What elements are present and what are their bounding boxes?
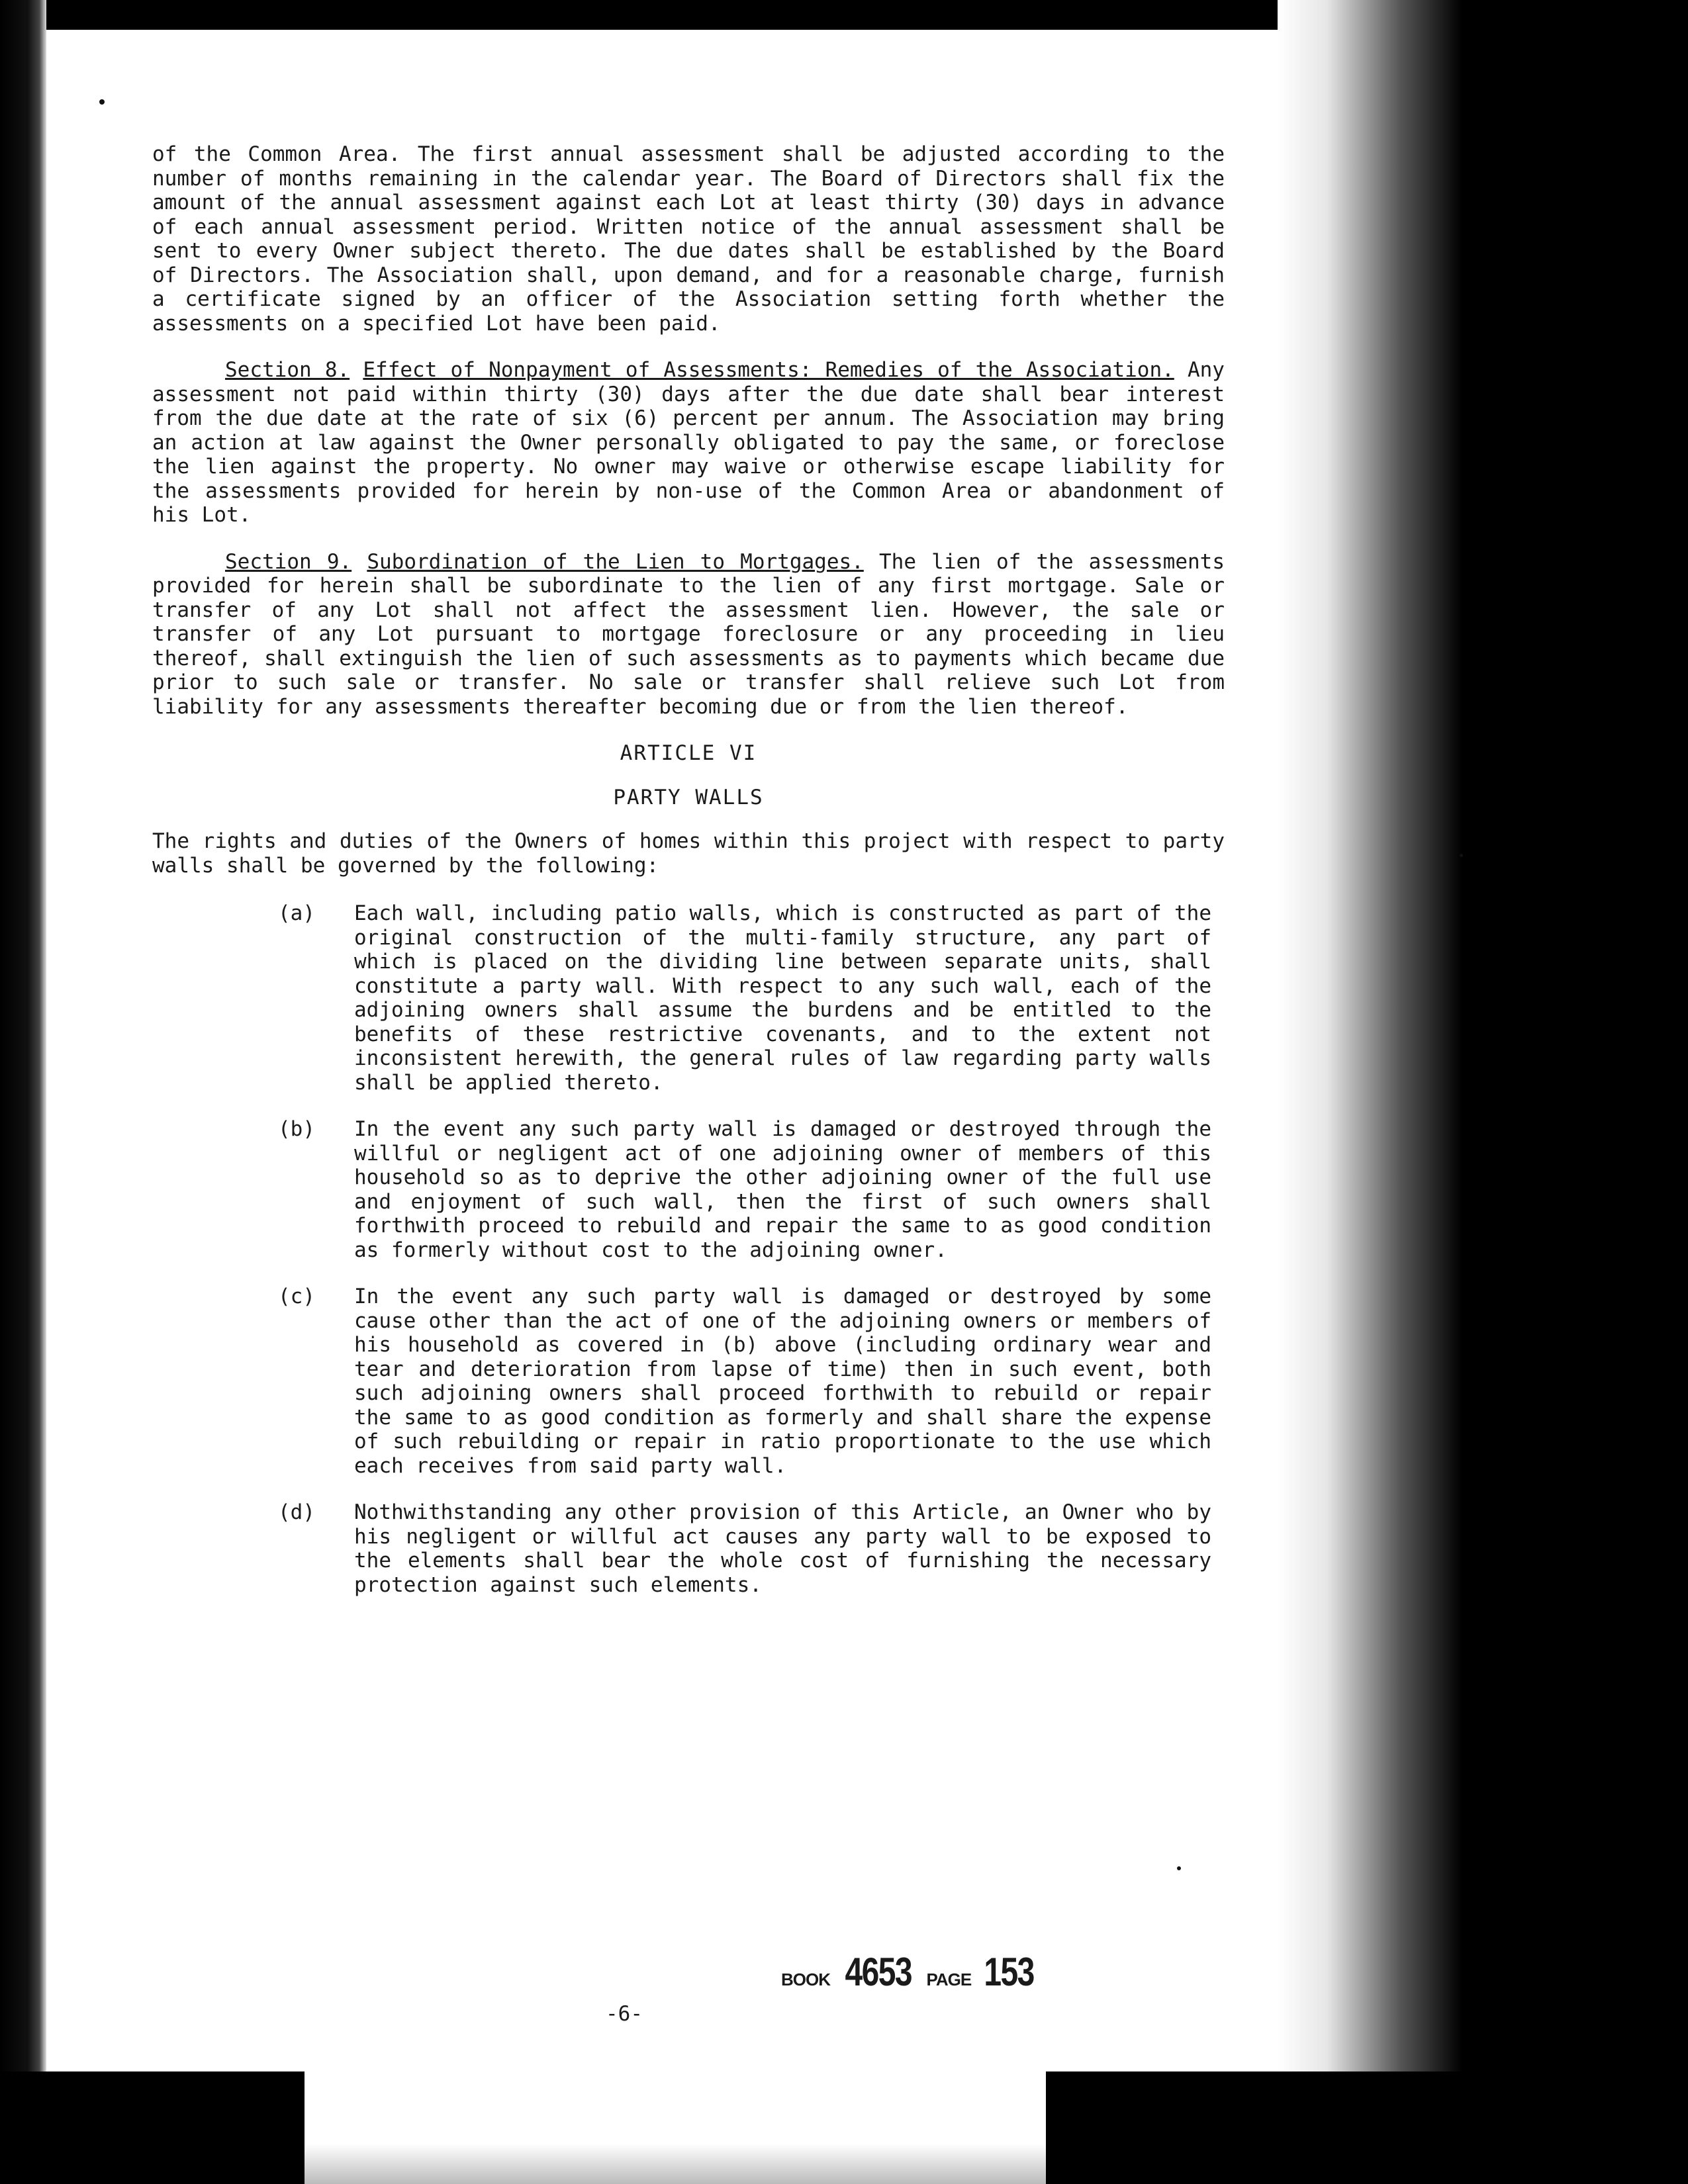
stamp-page-number: 153 [984, 1950, 1034, 1994]
section-8-heading: Effect of Nonpayment of Assessments: Remedies of the Association. [363, 358, 1174, 382]
scan-speck [1177, 1866, 1181, 1870]
section-9 [152, 550, 1225, 719]
paragraph-assessment-period: of the Common Area. The first annual assessment shall be adjusted according to the number of months remaining in the calendar year. The Board of Directors shall fix the amount of the annual assessment against each Lot at least thirty (30) days in advance of each annual assessment period. Written notice of the annual assessment shall be sent to every Owner subject thereto. The due dates shall be established by the Board of Directors. The Association shall, upon demand, and for a reasonable charge, furnish a certificate signed by an officer of the Association setting forth whether the assessments on a specified Lot have been paid. [152, 142, 1225, 336]
list-item-text: In the event any such party wall is damaged or destroyed by some cause other than the act of one of the adjoining owners or members of his household as covered in (b) above (including ordinary wear and tear and deterioration from lapse of time) then in such event, both such adjoining owners shall proceed forthwith to rebuild or repair the same to as good condition as formerly and shall share the expense of such rebuilding or repair in ratio proportionate to the use which each receives from said party wall. [354, 1285, 1211, 1478]
section-8 [152, 358, 1225, 527]
book-number: 4653 [845, 1950, 912, 1994]
article-intro: The rights and duties of the Owners of homes within this project with respect to party walls shall be governed by the following: [152, 829, 1225, 878]
list-item-text: Each wall, including patio walls, which is constructed as part of the original construction of the multi-family structure, any part of which is placed on the dividing line between separate units, shall constitute a party wall. With respect to any such wall, each of the adjoining owners shall assume the burdens and be entitled to the benefits of these restrictive covenants, and to the extent not inconsistent herewith, the general rules of law regarding party walls shall be applied thereto. [354, 901, 1211, 1095]
section-9-label: Section 9. [225, 549, 352, 574]
list-item [152, 901, 1225, 1095]
scan-speck [1460, 854, 1463, 857]
article-subtitle: PARTY WALLS [613, 785, 764, 809]
page-label: PAGE [926, 1970, 972, 1989]
list-item-label: (a) [278, 901, 315, 925]
scan-border-bottom-right [1046, 2071, 1688, 2184]
section-8-body: Any assessment not paid within thirty (30) days after the due date shall bear interest from the due date at the rate of six (6) percent per annum. The Association may bring an action at law against the Owner personally obligated to pay the same, or foreclose the lien against the property. No owner may waive or otherwise escape liability for the assessments provided for herein by non-use of the Common Area or abandonment of his Lot. [152, 358, 1225, 527]
scan-border-right [1278, 0, 1688, 2184]
scan-border-bottom [305, 2144, 1046, 2184]
article-title: ARTICLE VI [620, 741, 757, 765]
scan-border-left [0, 0, 46, 2184]
list-item-label: (d) [278, 1500, 315, 1524]
list-item [152, 1117, 1225, 1262]
list-item-label: (b) [278, 1117, 315, 1141]
section-9-heading: Subordination of the Lien to Mortgages. [367, 549, 864, 574]
list-item [152, 1285, 1225, 1478]
book-page-stamp [781, 1949, 1040, 1995]
list-item-label: (c) [278, 1285, 315, 1308]
list-item-text: In the event any such party wall is damaged or destroyed through the willful or negligent act of one adjoining owner of members of this household so as to deprive the other adjoining owner of the full use and enjoyment of such wall, then the first of such owners shall forthwith proceed to rebuild and repair the same to as good condition as formerly without cost to the adjoining owner. [354, 1117, 1211, 1262]
list-item [152, 1500, 1225, 1597]
list-item-text: Nothwithstanding any other provision of this Article, an Owner who by his negligent or willful act causes any party wall to be exposed to the elements shall bear the whole cost of furnishing the necessary protection against such elements. [354, 1500, 1211, 1597]
document-page [152, 142, 1225, 1619]
section-8-label: Section 8. [225, 358, 350, 382]
section-9-body: The lien of the assessments provided for herein shall be subordinate to the lien of any first mortgage. Sale or transfer of any Lot shall not affect the assessment lien. However, the sale or transfer of any Lot pursuant to mortgage foreclosure or any proceeding in lieu thereof, shall extinguish the lien of such assessments as to payments which became due prior to such sale or transfer. No sale or transfer shall relieve such Lot from liability for any assessments thereafter becoming due or from the lien thereof. [152, 549, 1225, 719]
page-number: -6- [606, 2002, 643, 2026]
scan-border-bottom-left [0, 2071, 305, 2184]
scan-speck [99, 99, 105, 105]
book-label: BOOK [781, 1970, 830, 1989]
